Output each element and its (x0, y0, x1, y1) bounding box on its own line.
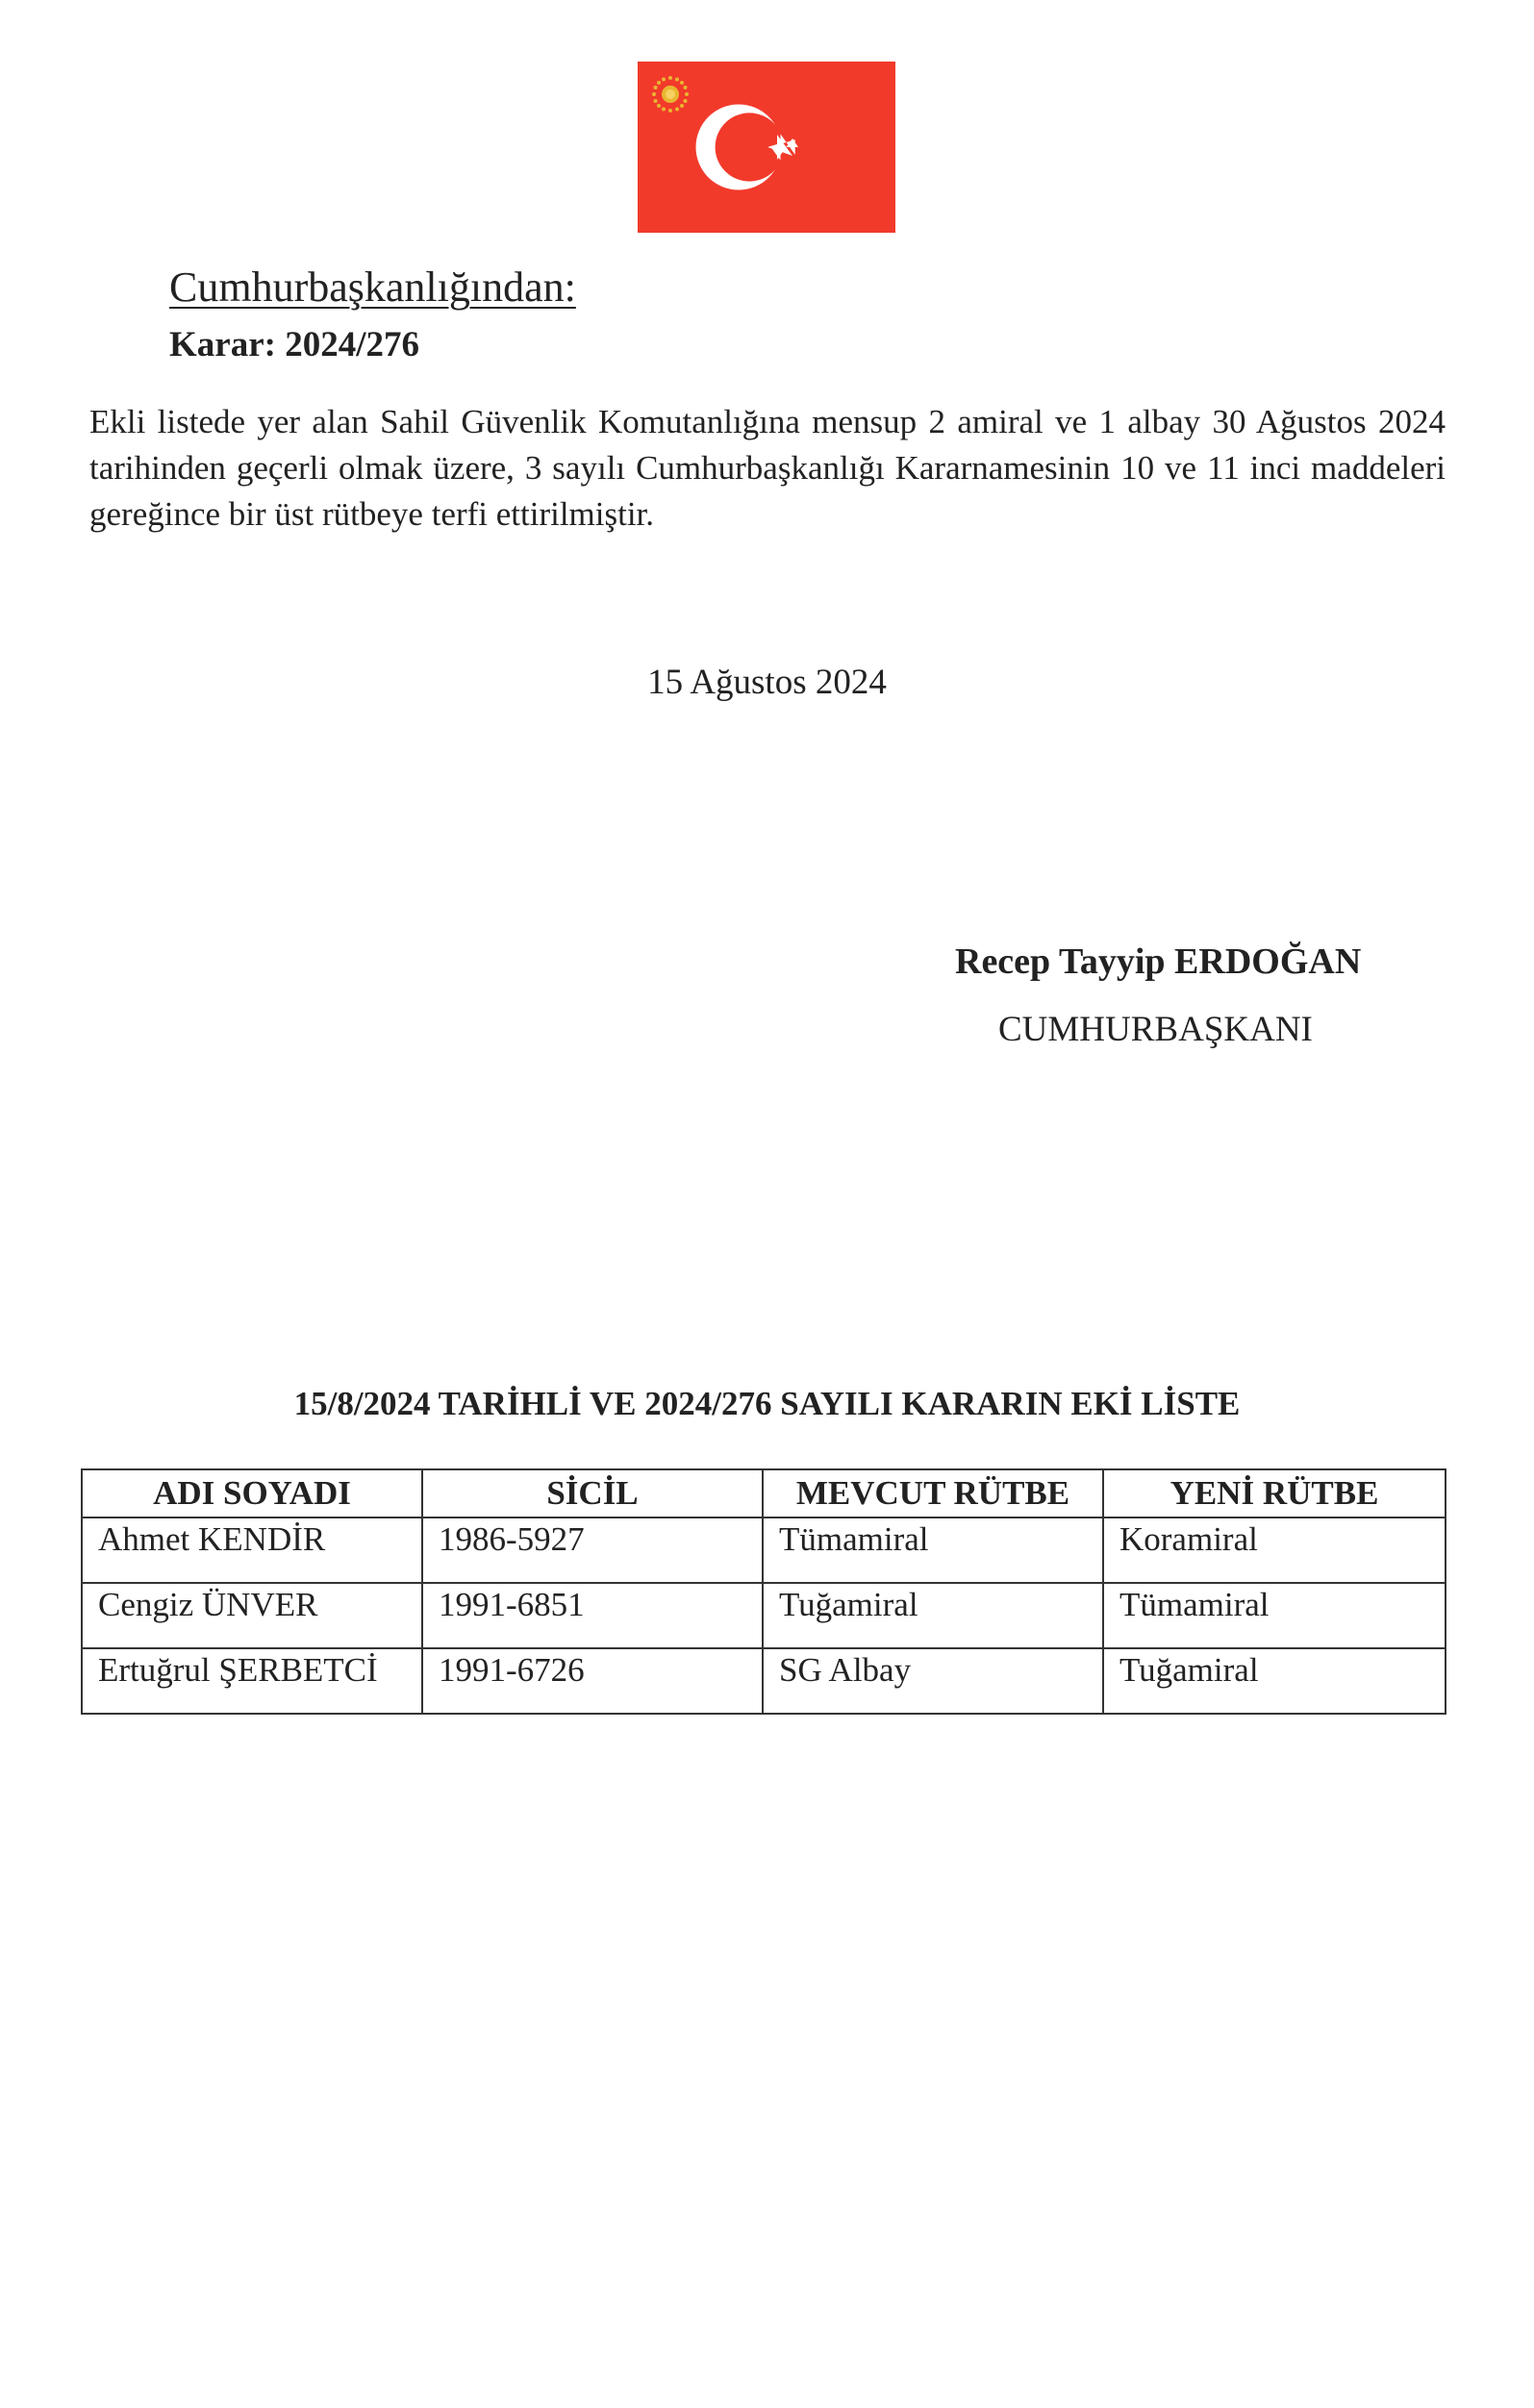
signer-name: Recep Tayyip ERDOĞAN (955, 941, 1362, 982)
signer-title: CUMHURBAŞKANI (998, 1010, 1313, 1049)
cell-name: Cengiz ÜNVER (82, 1583, 422, 1648)
table-row (82, 1648, 1446, 1714)
table-header-row (82, 1469, 1446, 1518)
cell-registry: 1986-5927 (422, 1518, 763, 1583)
cell-new-rank: Tümamiral (1103, 1583, 1446, 1648)
decision-number: Karar: 2024/276 (169, 325, 419, 364)
turkish-flag-icon (638, 62, 895, 233)
cell-name: Ahmet KENDİR (82, 1518, 422, 1583)
decision-body-text: Ekli listede yer alan Sahil Güvenlik Komutanlığına mensup 2 amiral ve 1 albay 30 Ağustos 2024 tarihinden geçerli olmak üzere, 3 sayılı Cumhurbaşkanlığı Kararnamesinin 10 ve 11 inci maddeleri gereğince bir üst rütbeye terfi ettirilmiştir. (89, 403, 1446, 533)
cell-new-rank: Koramiral (1103, 1518, 1446, 1583)
cell-current-rank: SG Albay (763, 1648, 1103, 1714)
attached-list-title: 15/8/2024 TARİHLİ VE 2024/276 SAYILI KARARIN EKİ LİSTE (293, 1385, 1241, 1422)
issuer-heading: Cumhurbaşkanlığından: (169, 263, 576, 311)
column-header: YENİ RÜTBE (1103, 1469, 1446, 1518)
cell-registry: 1991-6851 (422, 1583, 763, 1648)
column-header: MEVCUT RÜTBE (763, 1469, 1103, 1518)
column-header: SİCİL (422, 1469, 763, 1518)
promotion-table (81, 1468, 1446, 1715)
cell-current-rank: Tuğamiral (763, 1583, 1103, 1648)
table-row (82, 1583, 1446, 1648)
cell-name: Ertuğrul ŞERBETCİ (82, 1648, 422, 1714)
cell-current-rank: Tümamiral (763, 1518, 1103, 1583)
cell-registry: 1991-6726 (422, 1648, 763, 1714)
table-row (82, 1518, 1446, 1583)
cell-new-rank: Tuğamiral (1103, 1648, 1446, 1714)
decision-date: 15 Ağustos 2024 (647, 663, 887, 702)
column-header: ADI SOYADI (82, 1469, 422, 1518)
